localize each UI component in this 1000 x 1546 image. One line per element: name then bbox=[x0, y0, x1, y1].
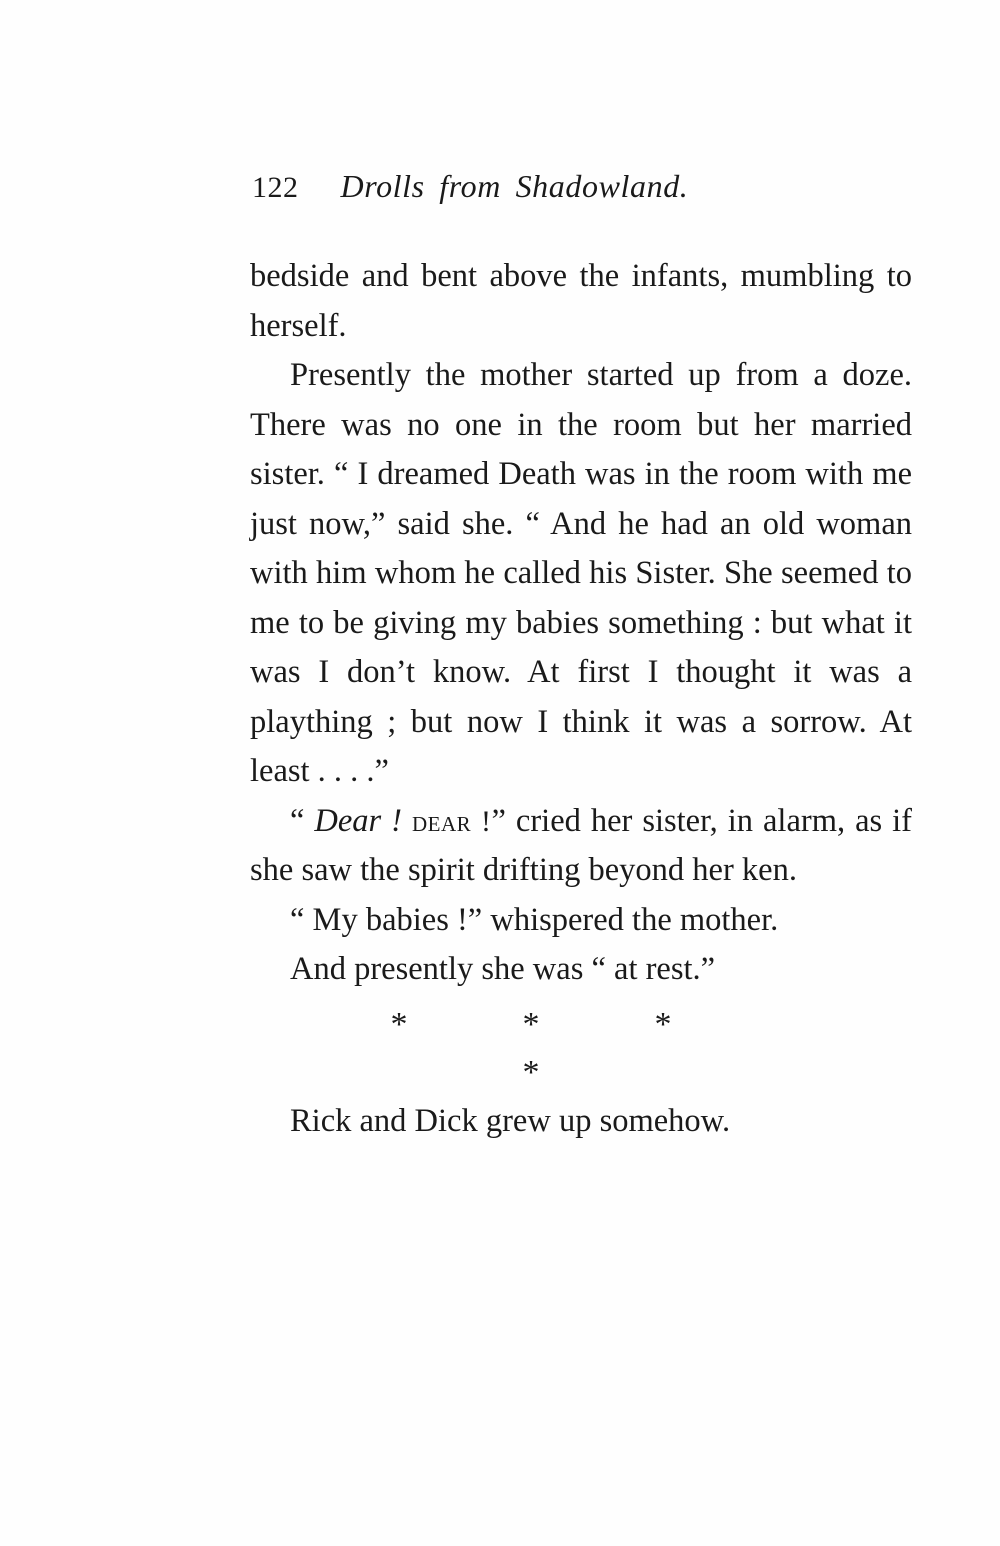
running-title: Drolls from Shadowland. bbox=[340, 168, 689, 204]
emphasis-dear-smallcaps: dear ! bbox=[412, 804, 492, 838]
text-column bbox=[250, 252, 912, 1146]
asterisk-mark: * bbox=[522, 1053, 540, 1091]
paragraph-rick-dick: Rick and Dick grew up somehow. bbox=[290, 1102, 731, 1139]
emphasis-dear-italic: Dear ! bbox=[314, 802, 403, 839]
paragraph-my-babies: “ My babies !” whispered the mother. bbox=[290, 901, 779, 938]
sister-cry-remainder: ” cried her sister, in alarm, as if she saw the spirit drifting beyond her ken. bbox=[250, 802, 912, 888]
asterisk-mark: * bbox=[390, 1005, 408, 1043]
asterisk-mark: * bbox=[654, 1005, 672, 1043]
open-quote: “ bbox=[290, 802, 315, 839]
paragraph-sister-cry bbox=[250, 797, 912, 896]
section-break-asterism bbox=[250, 1001, 912, 1097]
page-header bbox=[252, 168, 912, 205]
asterisk-mark: * bbox=[522, 1005, 540, 1043]
paragraph-mother-dream: Presently the mother started up from a doze. There was no one in the room but her married sister. “ I dreamed Death was in the room with me just now,” said she. “ And he had an old woman with him whom he called his Sister. She seemed to me to be giving my babies something : but what it was I don’t know. At first I thought it was a plaything ; but now I think it was a sorrow. At least . . . .” bbox=[250, 357, 912, 789]
paragraph-continuation: bedside and bent above the infants, mumbling to herself. bbox=[250, 258, 912, 344]
paragraph-at-rest: And presently she was “ at rest.” bbox=[290, 951, 716, 987]
page-number: 122 bbox=[252, 171, 299, 204]
